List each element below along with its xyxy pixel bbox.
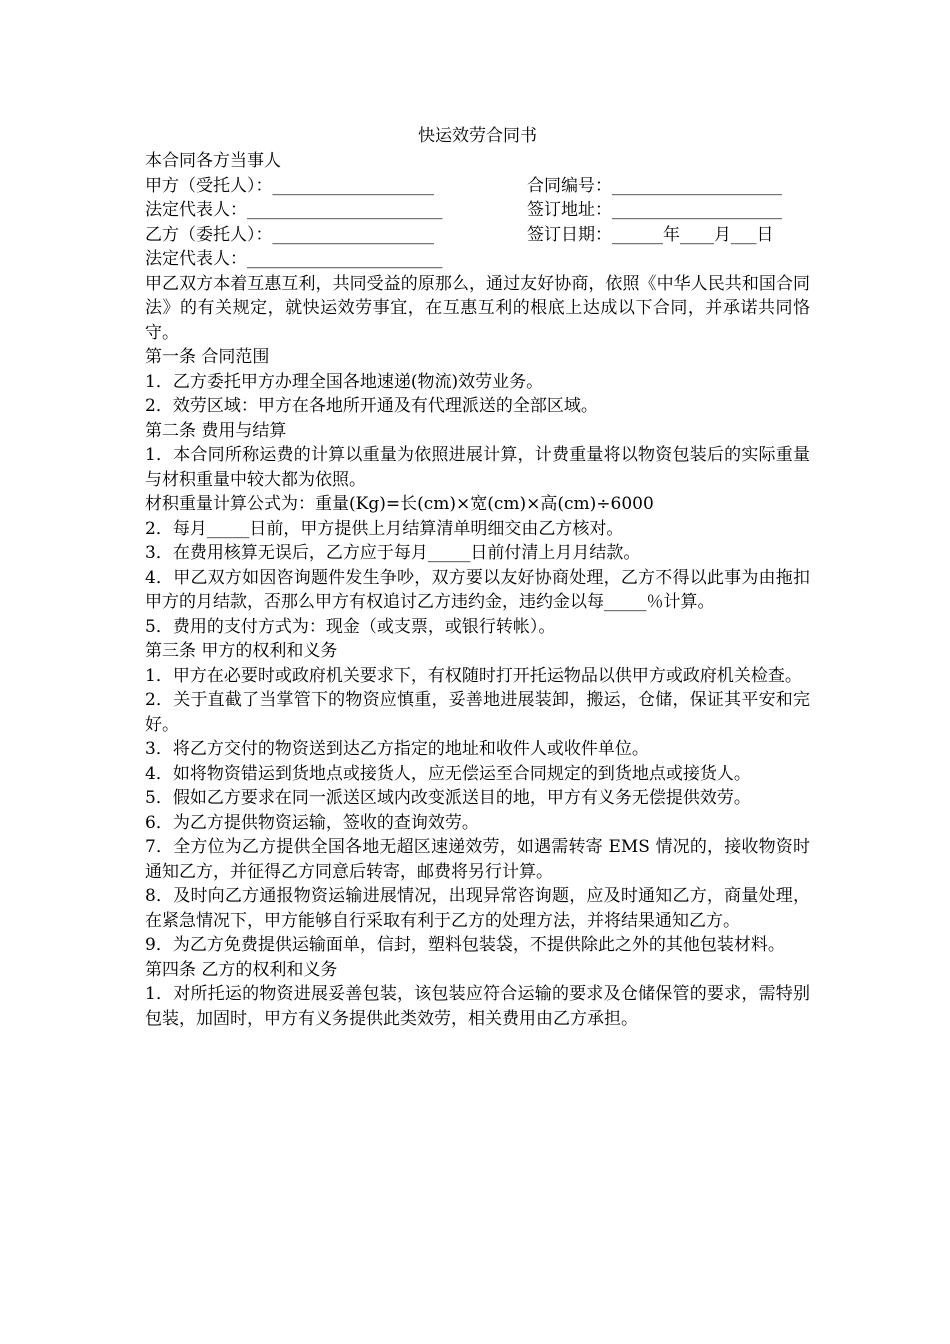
clause-paragraph: 4．甲乙双方如因咨询题件发生争吵，双方要以友好协商处理，乙方不得以此事为由拖扣甲方的月结款，否那么甲方有权追讨乙方违约金，违约金以每_____％计算。 — [145, 567, 810, 612]
party-a-representative-field: 法定代表人：_______________________ — [145, 200, 443, 220]
clause-paragraph: 8．及时向乙方通报物资运输进展情况，出现异常咨询题，应及时通知乙方，商量处理，在紧急情况下，甲方能够自行采取有利于乙方的处理方法，并将结果通知乙方。 — [145, 886, 810, 931]
formula-paragraph: 材积重量计算公式为：重量(Kg)=长(cm)×宽(cm)×高(cm)÷6000 — [145, 494, 654, 514]
clause-paragraph: 6．为乙方提供物资运输，签收的查询效劳。 — [145, 812, 479, 833]
parties-row — [145, 247, 810, 272]
section-heading: 第三条 甲方的权利和义务 — [145, 641, 338, 661]
section-heading: 第二条 费用与结算 — [145, 420, 287, 441]
parties-row — [145, 174, 810, 199]
clause-paragraph: 1．乙方委托甲方办理全国各地速递(物流)效劳业务。 — [145, 371, 544, 392]
contract-number-field: 合同编号：____________________ — [527, 175, 782, 196]
signing-date-field: 签订日期：______年____月___日 — [527, 224, 774, 245]
clause-paragraph: 2．关于直截了当掌管下的物资应慎重，妥善地进展装卸，搬运，仓储，保证其平安和完好。 — [145, 690, 810, 735]
clause-paragraph: 1．本合同所称运费的计算以重量为依照进展计算，计费重量将以物资包装后的实际重量与材积重量中较大都为依照。 — [145, 445, 810, 490]
parties-row — [145, 198, 810, 223]
clause-paragraph: 5．假如乙方要求在同一派送区域内改变派送目的地，甲方有义务无偿提供效劳。 — [145, 788, 751, 808]
clause-paragraph: 3．将乙方交付的物资送到达乙方指定的地址和收件人或收件单位。 — [145, 739, 649, 759]
party-b-field: 乙方（委托人）：___________________ — [145, 224, 434, 245]
parties-row — [145, 223, 810, 248]
clause-paragraph: 2．效劳区域：甲方在各地所开通及有代理派送的全部区域。 — [145, 396, 598, 416]
section-heading: 第四条 乙方的权利和义务 — [145, 959, 338, 980]
section-heading: 第一条 合同范围 — [145, 347, 270, 367]
intro-paragraph: 甲乙双方本着互惠互利，共同受益的原那么，通过友好协商，依照《中华人民共和国合同法》的有关规定，就快运效劳事宜，在互惠互利的根底上达成以下合同，并承诺共同恪守。 — [145, 273, 810, 343]
clause-paragraph: 9．为乙方免费提供运输面单，信封，塑料包装袋，不提供除此之外的其他包装材料。 — [145, 935, 785, 955]
clause-paragraph: 1．对所托运的物资进展妥善包装，该包装应符合运输的要求及仓储保管的要求，需特别包装，加固时，甲方有义务提供此类效劳，相关费用由乙方承担。 — [145, 984, 810, 1029]
clause-paragraph: 7．全方位为乙方提供全国各地无超区速递效劳，如遇需转寄 EMS 情况的，接收物资时通知乙方，并征得乙方同意后转寄，邮费将另行计算。 — [145, 837, 810, 882]
party-a-field: 甲方（受托人）：___________________ — [145, 175, 434, 196]
document-title: 快运效劳合同书 — [418, 126, 537, 146]
parties-heading: 本合同各方当事人 — [145, 151, 281, 171]
signing-place-field: 签订地址：____________________ — [527, 200, 782, 220]
clause-paragraph: 3．在费用核算无误后，乙方应于每月_____日前付清上月月结款。 — [145, 543, 641, 563]
party-b-representative-field: 法定代表人：_______________________ — [145, 249, 443, 269]
clause-paragraph: 5．费用的支付方式为：现金（或支票，或银行转帐）。 — [145, 616, 556, 637]
clause-paragraph: 1．甲方在必要时或政府机关要求下，有权随时打开托运物品以供甲方或政府机关检查。 — [145, 665, 802, 686]
document-body — [145, 149, 810, 1031]
clause-paragraph: 2．每月_____日前，甲方提供上月结算清单明细交由乙方核对。 — [145, 518, 624, 539]
clause-paragraph: 4．如将物资错运到货地点或接货人，应无偿运至合同规定的到货地点或接货人。 — [145, 763, 751, 784]
